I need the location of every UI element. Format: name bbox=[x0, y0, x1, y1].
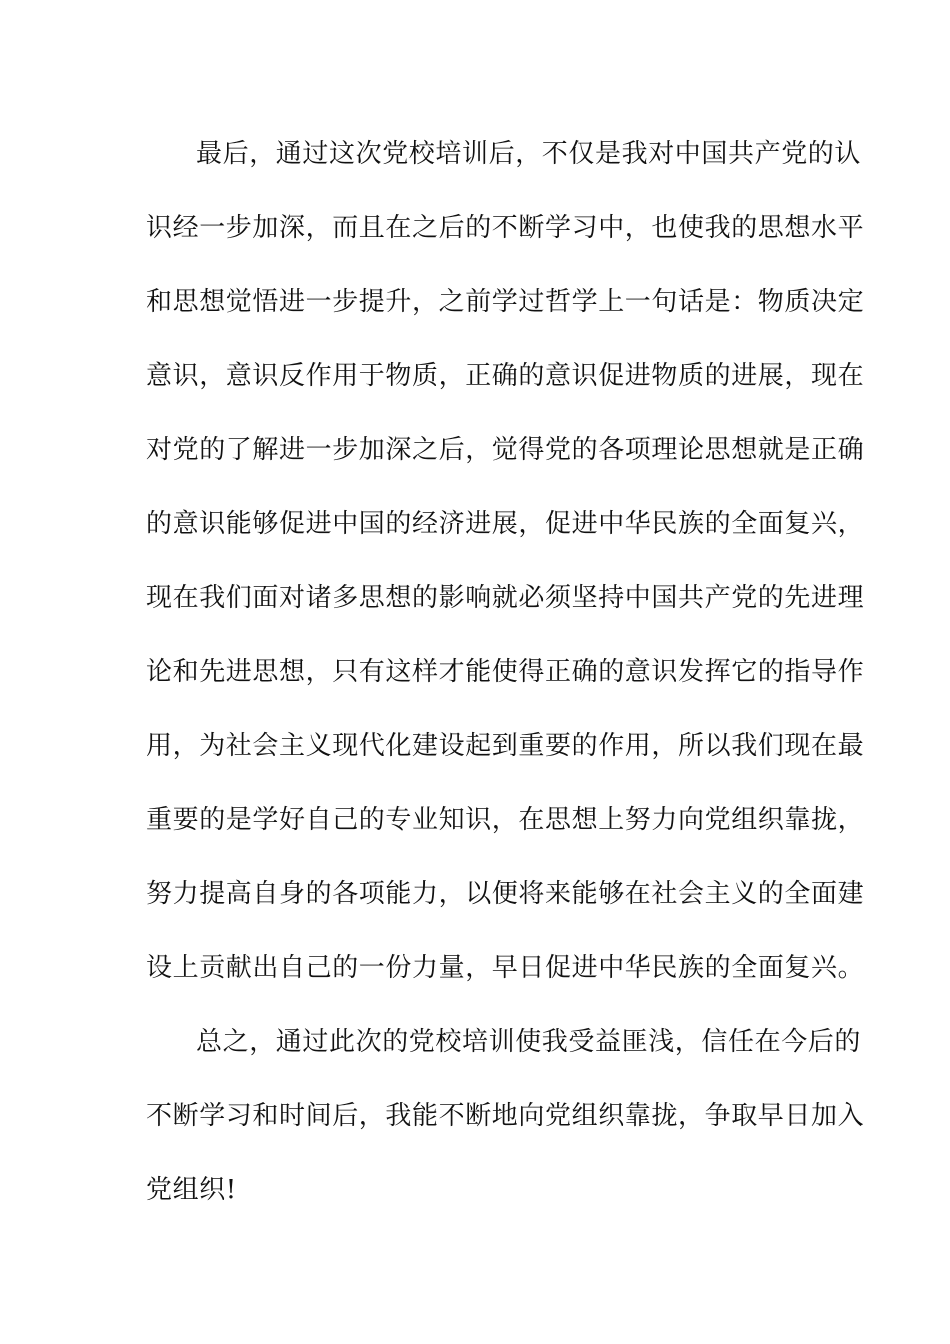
paragraph-1-line-8: 论和先进思想，只有这样才能使得正确的意识发挥它的指导作 bbox=[146, 657, 865, 687]
paragraph-1-line-7: 现在我们面对诸多思想的影响就必须坚持中国共产党的先进理 bbox=[146, 583, 865, 613]
paragraph-1-line-5: 对党的了解进一步加深之后，觉得党的各项理论思想就是正确 bbox=[146, 435, 865, 465]
paragraph-2-line-3: 党组织! bbox=[146, 1175, 237, 1205]
paragraph-1-line-9: 用，为社会主义现代化建设起到重要的作用，所以我们现在最 bbox=[146, 731, 865, 761]
paragraph-1-line-2: 识经一步加深，而且在之后的不断学习中，也使我的思想水平 bbox=[146, 213, 865, 243]
paragraph-1-line-3: 和思想觉悟进一步提升，之前学过哲学上一句话是：物质决定 bbox=[146, 287, 865, 317]
paragraph-1-line-11: 努力提高自身的各项能力，以便将来能够在社会主义的全面建 bbox=[146, 879, 865, 909]
paragraph-1-line-12: 设上贡献出自己的一份力量，早日促进中华民族的全面复兴。 bbox=[146, 953, 865, 983]
paragraph-2-line-2: 不断学习和时间后，我能不断地向党组织靠拢，争取早日加入 bbox=[146, 1101, 865, 1131]
paragraph-1-line-6: 的意识能够促进中国的经济进展，促进中华民族的全面复兴， bbox=[146, 509, 865, 539]
paragraph-1-line-1: 最后，通过这次党校培训后，不仅是我对中国共产党的认 bbox=[196, 139, 862, 169]
paragraph-1-line-4: 意识，意识反作用于物质，正确的意识促进物质的进展，现在 bbox=[146, 361, 865, 391]
paragraph-1-line-10: 重要的是学好自己的专业知识，在思想上努力向党组织靠拢， bbox=[146, 805, 865, 835]
paragraph-2-line-1: 总之，通过此次的党校培训使我受益匪浅，信任在今后的 bbox=[196, 1027, 862, 1057]
